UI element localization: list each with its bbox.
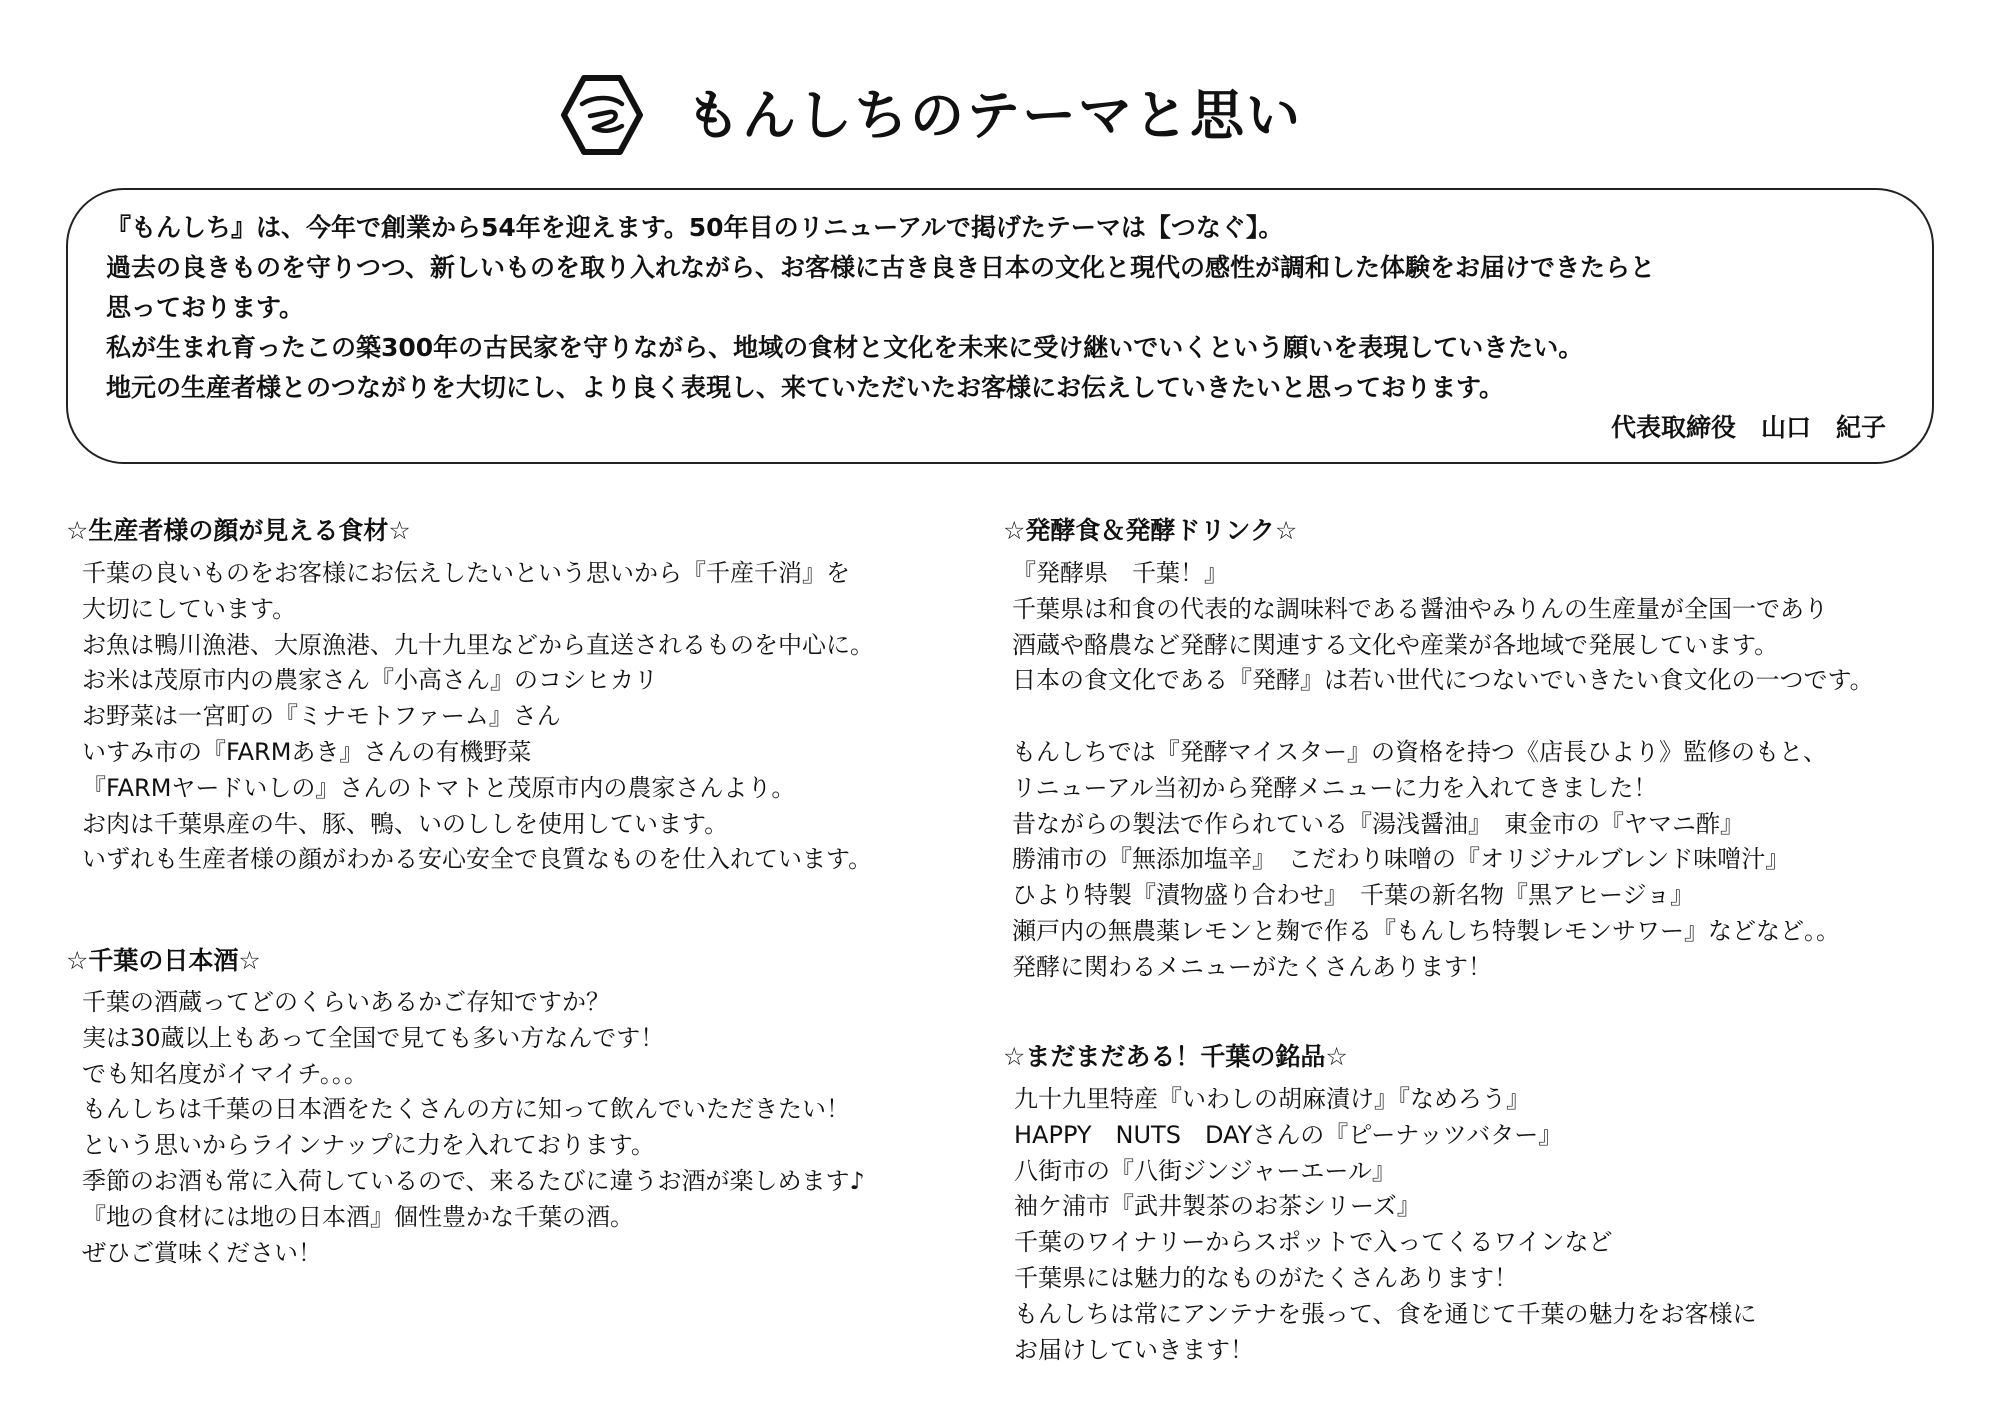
section-line: という思いからラインナップに力を入れております。 xyxy=(82,1131,655,1160)
section-line: お届けしていきます！ xyxy=(1014,1335,1254,1364)
section-line: 酒蔵や酪農など発酵に関連する文化や産業が各地域で発展しています。 xyxy=(1012,630,1779,659)
section-line: ぜひご賞味ください！ xyxy=(82,1238,322,1267)
section-title-sake: ☆千葉の日本酒☆ xyxy=(66,946,261,975)
section-line: 大切にしています。 xyxy=(82,594,297,623)
section-line: 勝浦市の『無添加塩辛』 こだわり味噌の『オリジナルブレンド味噌汁』 xyxy=(1012,845,1790,874)
section-line: 季節のお酒も常に入荷しているので、来るたびに違うお酒が楽しめます♪ xyxy=(82,1166,865,1195)
signature: 代表取締役 山口 紀子 xyxy=(1610,413,1886,442)
section-line: 千葉県には魅力的なものがたくさんあります！ xyxy=(1014,1263,1518,1292)
section-body-fermented xyxy=(1012,556,1874,986)
section-title-fermented: ☆発酵食＆発酵ドリンク☆ xyxy=(1003,516,1298,545)
section-line: 日本の食文化である『発酵』は若い世代につないでいきたい食文化の一つです。 xyxy=(1012,666,1874,695)
page-title: もんしちのテーマと思い xyxy=(686,83,1302,147)
section-body-specialties xyxy=(1014,1082,1757,1368)
section-body-ingredients xyxy=(82,556,874,878)
section-body-sake xyxy=(82,985,865,1271)
section-line: いずれも生産者様の顔がわかる安心安全で良質なものを仕入れています。 xyxy=(82,845,873,874)
section-line: HAPPY NUTS DAYさんの『ピーナッツバター』 xyxy=(1014,1120,1563,1149)
section-line xyxy=(1012,699,1874,735)
section-line: 『FARMヤードいしの』さんのトマトと茂原市内の農家さんより。 xyxy=(82,773,796,802)
section-line: 九十九里特産『いわしの胡麻漬け』『なめろう』 xyxy=(1014,1085,1530,1113)
section-line: 千葉県は和食の代表的な調味料である醤油やみりんの生産量が全国一であり xyxy=(1012,594,1828,623)
section-line: お肉は千葉県産の牛、豚、鴨、いのししを使用しています。 xyxy=(82,809,729,838)
section-title-ingredients: ☆生産者様の顔が見える食材☆ xyxy=(66,516,411,545)
section-line: お米は茂原市内の農家さん『小高さん』のコシヒカリ xyxy=(82,666,658,695)
section-line: 『地の食材には地の日本酒』個性豊かな千葉の酒。 xyxy=(82,1202,634,1231)
section-line: お魚は鴨川漁港、大原漁港、九十九里などから直送されるものを中心に。 xyxy=(82,630,874,659)
section-title-specialties: ☆まだまだある！千葉の銘品☆ xyxy=(1003,1042,1348,1071)
section-line: 実は30蔵以上もあって全国で見ても多い方なんです！ xyxy=(82,1023,665,1052)
monshichi-logo-icon xyxy=(560,74,644,156)
section-line: リニューアル当初から発酵メニューに力を入れてきました！ xyxy=(1012,773,1658,802)
intro-line: 『もんしち』は、今年で創業から54年を迎えます。50年目のリニューアルで掲げたテーマは【つなぐ】。 xyxy=(106,213,1284,242)
section-line: 瀬戸内の無農薬レモンと麹で作る『もんしち特製レモンサワー』などなど。。 xyxy=(1012,916,1840,945)
section-line: 千葉の良いものをお客様にお伝えしたいという思いから『千産千消』を xyxy=(82,559,850,587)
section-line: 昔ながらの製法で作られている『湯浅醤油』 東金市の『ヤマニ酢』 xyxy=(1012,809,1744,838)
section-line: でも知名度がイマイチ。。。 xyxy=(82,1059,368,1088)
section-line: お野菜は一宮町の『ミナモトファーム』さん xyxy=(82,702,561,731)
section-line: いすみ市の『FARMあき』さんの有機野菜 xyxy=(82,737,532,766)
section-line: 発酵に関わるメニューがたくさんあります！ xyxy=(1012,952,1492,981)
intro-line: 地元の生産者様とのつながりを大切にし、より良く表現し、来ていただいたお客様にお伝えしていきたいと思っております。 xyxy=(106,373,1505,402)
section-line: 千葉のワイナリーからスポットで入ってくるワインなど xyxy=(1014,1228,1613,1257)
section-line: 『発酵県 千葉！』 xyxy=(1012,559,1228,587)
section-line: ひより特製『漬物盛り合わせ』 千葉の新名物『黒アヒージョ』 xyxy=(1012,881,1695,910)
section-line: 千葉の酒蔵ってどのくらいあるかご存知ですか？ xyxy=(82,988,610,1016)
section-line: もんしちは常にアンテナを張って、食を通じて千葉の魅力をお客様に xyxy=(1014,1299,1757,1328)
intro-line: 私が生まれ育ったこの築300年の古民家を守りながら、地域の食材と文化を未来に受け継いでいくという願いを表現していきたい。 xyxy=(106,333,1584,362)
section-line: 八街市の『八街ジンジャーエール』 xyxy=(1014,1156,1396,1185)
section-line: もんしちは千葉の日本酒をたくさんの方に知って飲んでいただきたい！ xyxy=(82,1095,850,1124)
intro-line: 思っております。 xyxy=(106,293,305,322)
section-line: 袖ケ浦市『武井製茶のお茶シリーズ』 xyxy=(1014,1192,1421,1221)
intro-line: 過去の良きものを守りつつ、新しいものを取り入れながら、お客様に古き良き日本の文化と現代の感性が調和した体験をお届けできたらと xyxy=(106,253,1656,282)
section-line: もんしちでは『発酵マイスター』の資格を持つ《店長ひより》監修のもと、 xyxy=(1012,737,1828,766)
